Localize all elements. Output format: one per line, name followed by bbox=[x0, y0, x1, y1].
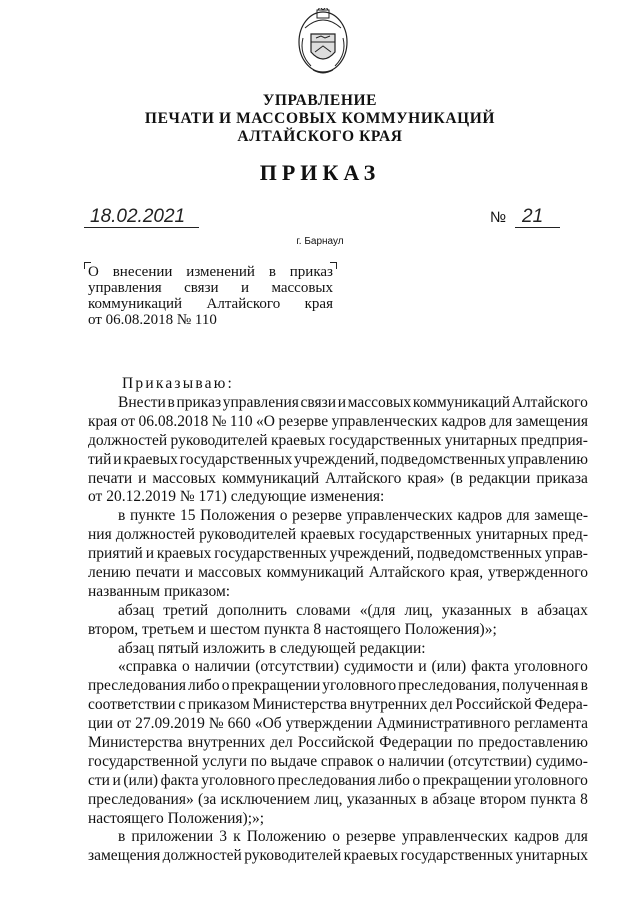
body-word: для bbox=[565, 828, 588, 846]
body-word: края, bbox=[449, 564, 484, 582]
org-name-line-1: УПРАВЛЕНИЕ bbox=[262, 92, 378, 109]
body-line bbox=[88, 470, 588, 489]
body-word: о bbox=[332, 828, 340, 846]
body-word: о bbox=[377, 752, 385, 770]
body-word: о bbox=[279, 507, 288, 525]
body-word: судимо- bbox=[535, 752, 588, 770]
body-word: услуги bbox=[202, 752, 248, 770]
body-word: в bbox=[420, 790, 429, 808]
body-word: абзаце bbox=[432, 790, 476, 808]
body-word: «О bbox=[256, 412, 275, 430]
body-line bbox=[88, 658, 588, 677]
body-word: абзац bbox=[118, 601, 155, 619]
body-word: (за bbox=[198, 790, 217, 808]
body-word: руководителей bbox=[244, 847, 342, 865]
subject-line bbox=[88, 280, 333, 296]
body-word: о bbox=[412, 771, 421, 789]
body-word: уголовного bbox=[322, 677, 397, 695]
body-word: унитарных bbox=[444, 431, 518, 449]
body-word: «Об bbox=[254, 715, 282, 733]
body-word: и bbox=[112, 771, 121, 789]
subject-word: связи bbox=[184, 280, 219, 296]
body-word: выдаче bbox=[270, 752, 318, 770]
body-word: коммуникаций bbox=[412, 394, 511, 411]
body-word: утверждении bbox=[285, 715, 373, 733]
body-word: 8 bbox=[580, 790, 588, 808]
body-word: к bbox=[233, 828, 241, 846]
body-line bbox=[88, 810, 588, 829]
body-word: о bbox=[181, 658, 190, 676]
body-line bbox=[88, 677, 588, 696]
body-word: (или) bbox=[123, 771, 159, 789]
body-word: факта bbox=[471, 658, 510, 676]
body-word: факта bbox=[160, 771, 199, 789]
body-word: 15 bbox=[179, 507, 196, 525]
body-word: резерве bbox=[278, 412, 329, 430]
body-word: государственной bbox=[88, 752, 199, 770]
body-word: Внести bbox=[118, 394, 166, 411]
body-word: третий bbox=[163, 601, 209, 619]
body-word: Министерства bbox=[252, 696, 348, 714]
body-word: пред- bbox=[552, 526, 588, 544]
body-word: должностей bbox=[162, 847, 242, 865]
body-word: преследования, bbox=[398, 677, 500, 695]
body-line bbox=[88, 545, 588, 564]
body-word: дел bbox=[270, 734, 293, 752]
body-word: резерве bbox=[292, 507, 342, 525]
body-word: унитарных bbox=[475, 526, 549, 544]
subject-word: от 06.08.2018 № 110 bbox=[88, 312, 217, 328]
body-word: пункте bbox=[129, 507, 176, 525]
subject-line bbox=[88, 264, 333, 280]
body-word: должностей bbox=[115, 526, 195, 544]
body-line bbox=[88, 772, 588, 791]
body-word: прекращении bbox=[231, 677, 321, 695]
document-title: ПРИКАЗ bbox=[259, 160, 381, 185]
body-word: с bbox=[178, 696, 186, 714]
body-word: и bbox=[145, 545, 154, 563]
body-word: Положению bbox=[246, 828, 327, 846]
body-word: руководителей bbox=[170, 431, 268, 449]
body-line bbox=[88, 602, 588, 621]
body-word: кадров bbox=[441, 412, 487, 430]
body-word: и bbox=[113, 450, 122, 468]
subject-word: в bbox=[268, 264, 276, 280]
body-word: 660 bbox=[227, 715, 251, 733]
body-word: государственных bbox=[358, 526, 472, 544]
body-word: по bbox=[250, 752, 267, 770]
handwritten-number: 21 bbox=[522, 206, 544, 227]
body-line bbox=[88, 696, 588, 715]
body-word: 06.08.2018 bbox=[138, 412, 209, 430]
body-word: государственных bbox=[214, 545, 327, 563]
body-word: приказ bbox=[176, 394, 222, 411]
body-word: (или) bbox=[431, 658, 467, 676]
body-word: наличии bbox=[194, 658, 251, 676]
body-word: резерве bbox=[346, 828, 396, 846]
body-word: справок bbox=[320, 752, 374, 770]
body-line bbox=[88, 507, 588, 526]
body-word: массовых bbox=[347, 394, 412, 411]
body-word: приложении bbox=[131, 828, 214, 846]
subject-word: массовых bbox=[271, 280, 333, 296]
body-word: указанных bbox=[346, 790, 417, 808]
city: г. Барнаул bbox=[296, 236, 344, 247]
body-word: 27.09.2019 bbox=[135, 715, 205, 733]
body-word: (отсутствии) bbox=[448, 752, 532, 770]
body-word: краевых bbox=[156, 545, 212, 563]
body-word: краевых bbox=[123, 450, 178, 468]
subject-word: внесении bbox=[112, 264, 173, 280]
body-word: краевых bbox=[270, 431, 326, 449]
body-word: края bbox=[88, 412, 118, 430]
body-word: редакции bbox=[468, 469, 531, 487]
body-word: учреждений, bbox=[329, 545, 415, 563]
body-word: Российской bbox=[297, 734, 375, 752]
body-word: тий bbox=[88, 450, 112, 468]
body-line bbox=[88, 413, 588, 432]
subject-word: приказ bbox=[289, 264, 333, 280]
subject-line bbox=[88, 312, 333, 328]
subject-word: Алтайского bbox=[206, 296, 281, 312]
body-line bbox=[88, 791, 588, 810]
body-word: полученная bbox=[502, 677, 579, 695]
body-word: Алтайского bbox=[325, 469, 402, 487]
org-name-line-2: ПЕЧАТИ И МАССОВЫХ КОММУНИКАЦИЙ bbox=[144, 110, 496, 127]
body-word: прекращении bbox=[422, 771, 512, 789]
handwritten-date: 18.02.2021 bbox=[90, 206, 186, 227]
body-word: дополнить bbox=[217, 601, 287, 619]
body-word: коммуникаций bbox=[221, 469, 320, 487]
body-word: Административного bbox=[376, 715, 511, 733]
body-word: замещения bbox=[515, 412, 588, 430]
body-word: в bbox=[520, 601, 529, 619]
body-word: словами bbox=[296, 601, 351, 619]
body-word: приятий bbox=[88, 545, 143, 563]
coat-of-arms-icon bbox=[295, 8, 351, 80]
body-word: либо bbox=[378, 771, 410, 789]
order-word: Приказываю: bbox=[122, 375, 235, 392]
org-name-line-3: АЛТАЙСКОГО КРАЯ bbox=[237, 128, 403, 145]
body-word: управлению bbox=[507, 450, 588, 468]
body-line bbox=[88, 432, 588, 451]
body-word: преследования bbox=[277, 771, 376, 789]
body-word: «справка bbox=[118, 658, 178, 676]
subject-word: управления bbox=[88, 280, 162, 296]
body-word: наличии bbox=[388, 752, 445, 770]
document-body bbox=[88, 394, 588, 866]
body-line bbox=[88, 451, 588, 470]
body-word: в bbox=[167, 394, 175, 411]
body-word: государственных bbox=[179, 450, 293, 468]
body-word: руководителей bbox=[199, 526, 297, 544]
body-word: массовых bbox=[152, 469, 216, 487]
date-underline bbox=[84, 227, 199, 228]
body-word: 110 bbox=[229, 412, 253, 430]
body-word: и bbox=[418, 658, 427, 676]
body-line bbox=[88, 564, 588, 583]
subject-line bbox=[88, 296, 333, 312]
body-word: края» bbox=[407, 469, 445, 487]
body-word: пункта bbox=[530, 790, 576, 808]
body-word: Алтайского bbox=[511, 394, 588, 411]
body-word: уголовного bbox=[514, 771, 588, 789]
body-word: кадров bbox=[457, 507, 503, 525]
body-word: государственных bbox=[400, 847, 514, 865]
body-word: ции bbox=[88, 715, 113, 733]
body-word: для bbox=[489, 412, 513, 430]
body-word: управленческих bbox=[331, 412, 438, 430]
body-word: по bbox=[457, 734, 474, 752]
body-word: настоящего Положения);»; bbox=[88, 809, 265, 827]
subject-word: и bbox=[240, 280, 250, 296]
body-word: замещения bbox=[88, 847, 161, 865]
body-word: исключением bbox=[220, 790, 310, 808]
body-line bbox=[88, 828, 588, 847]
body-word: печати bbox=[135, 564, 180, 582]
body-word: № bbox=[211, 412, 227, 430]
body-word: унитарных bbox=[515, 847, 588, 865]
body-word: 3 bbox=[219, 828, 227, 846]
body-word: внутренних bbox=[349, 696, 428, 714]
body-line bbox=[88, 621, 588, 640]
body-word: и bbox=[138, 469, 147, 487]
body-word: лиц, bbox=[404, 601, 433, 619]
body-word: массовых bbox=[198, 564, 262, 582]
body-word: дел bbox=[430, 696, 453, 714]
body-word: абзацах bbox=[537, 601, 588, 619]
body-word: Федера- bbox=[534, 696, 588, 714]
body-word: (отсутствии) bbox=[255, 658, 340, 676]
body-word: в bbox=[118, 507, 126, 525]
body-word: краевых bbox=[343, 847, 399, 865]
body-word: сти bbox=[88, 771, 110, 789]
body-word: абзац пятый изложить в следующей редакции: bbox=[118, 639, 426, 657]
body-word: подведомственных bbox=[416, 545, 542, 563]
body-word: предприя- bbox=[520, 431, 588, 449]
body-line bbox=[88, 488, 588, 507]
document-subject bbox=[88, 264, 333, 328]
body-word: Алтайского bbox=[368, 564, 445, 582]
body-word: государственных bbox=[328, 431, 442, 449]
body-word: Российской bbox=[455, 696, 532, 714]
number-label: № bbox=[490, 209, 507, 226]
body-word: о bbox=[221, 677, 230, 695]
body-word: в bbox=[580, 677, 588, 695]
body-word: Федерации bbox=[379, 734, 453, 752]
body-word: от bbox=[116, 715, 132, 733]
body-word: и bbox=[337, 394, 346, 411]
body-line bbox=[88, 583, 588, 602]
subject-word: коммуникаций bbox=[88, 296, 183, 312]
body-line bbox=[88, 753, 588, 772]
body-word: и bbox=[184, 564, 194, 582]
body-word: краевых bbox=[300, 526, 355, 544]
body-word: кадров bbox=[514, 828, 560, 846]
body-word: регламента bbox=[514, 715, 588, 733]
body-word: Министерства bbox=[88, 734, 183, 752]
body-word: в bbox=[118, 828, 126, 846]
body-word: указанных bbox=[441, 601, 512, 619]
body-word: от 20.12.2019 № 171) следующие изменения: bbox=[88, 488, 385, 506]
body-word: учреждений, bbox=[294, 450, 379, 468]
body-word: приказа bbox=[536, 469, 588, 487]
number-underline bbox=[515, 227, 560, 228]
subject-word: О bbox=[88, 264, 99, 280]
body-word: названным приказом: bbox=[88, 582, 231, 600]
body-word: приказом bbox=[187, 696, 250, 714]
body-word: соответствии bbox=[88, 696, 176, 714]
body-word: втором, третьем и шестом пункта 8 настоящего Положения)»; bbox=[88, 620, 497, 638]
body-line bbox=[88, 847, 588, 866]
body-word: уголовного bbox=[201, 771, 276, 789]
body-word: управленческих bbox=[346, 507, 453, 525]
body-line bbox=[88, 734, 588, 753]
body-word: либо bbox=[187, 677, 220, 695]
body-word: предоставлению bbox=[478, 734, 588, 752]
body-word: «(для bbox=[359, 601, 396, 619]
body-word: управления bbox=[222, 394, 299, 411]
body-word: управ- bbox=[544, 545, 588, 563]
body-word: преследования» bbox=[88, 790, 194, 808]
body-word: печати bbox=[88, 469, 133, 487]
body-word: управленческих bbox=[401, 828, 509, 846]
body-word: Положения bbox=[200, 507, 276, 525]
subject-word: изменений bbox=[186, 264, 255, 280]
body-word: внутренних bbox=[187, 734, 266, 752]
body-word: втором bbox=[479, 790, 526, 808]
body-line bbox=[88, 526, 588, 545]
body-word: лению bbox=[88, 564, 131, 582]
body-line bbox=[88, 394, 588, 413]
body-word: подведомственных bbox=[380, 450, 506, 468]
body-word: связи bbox=[300, 394, 337, 411]
body-word: замеще- bbox=[534, 507, 588, 525]
body-word: утвержденного bbox=[488, 564, 588, 582]
body-word: (в bbox=[450, 469, 463, 487]
body-word: для bbox=[506, 507, 530, 525]
body-word: преследования bbox=[88, 677, 186, 695]
body-word: ния bbox=[88, 526, 112, 544]
body-word: уголовного bbox=[514, 658, 588, 676]
body-word: № bbox=[208, 715, 224, 733]
body-word: должностей bbox=[88, 431, 168, 449]
body-line bbox=[88, 640, 588, 659]
subject-word: края bbox=[304, 296, 333, 312]
body-word: от bbox=[120, 412, 136, 430]
body-word: судимости bbox=[343, 658, 414, 676]
body-word: лиц, bbox=[314, 790, 343, 808]
body-word: коммуникаций bbox=[266, 564, 364, 582]
body-line bbox=[88, 715, 588, 734]
